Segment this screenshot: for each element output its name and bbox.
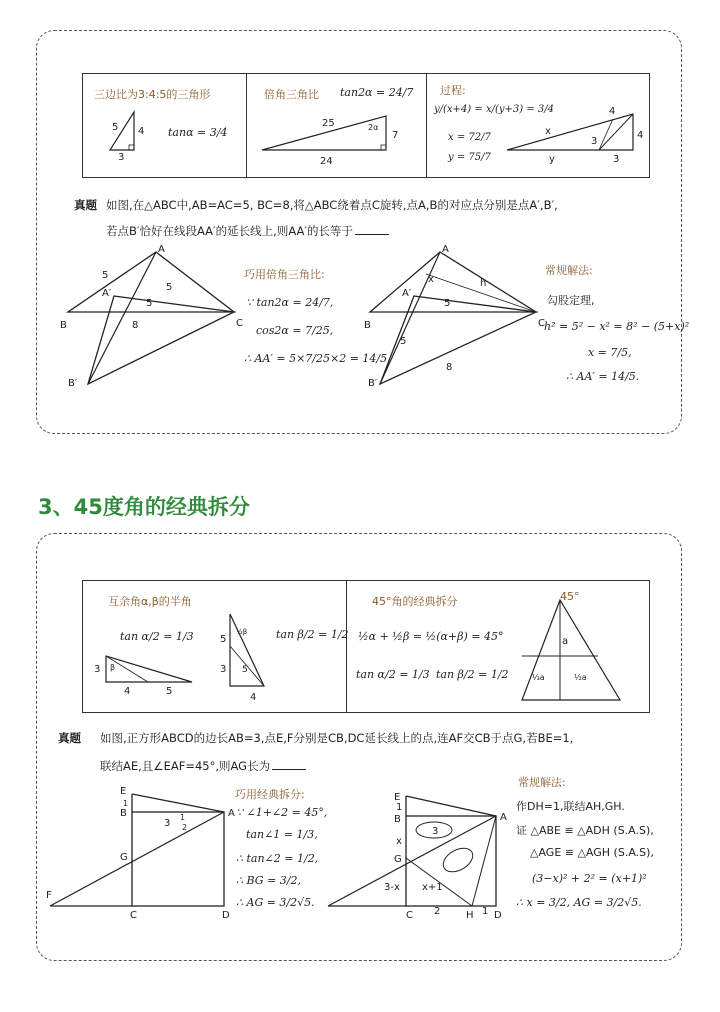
problem2-line2-text: 联结AE,且∠EAF=45°,则AG长为 bbox=[100, 759, 271, 773]
svg-text:C: C bbox=[236, 318, 243, 329]
svg-text:G: G bbox=[394, 854, 402, 865]
method4-step-4: (3−x)² + 2² = (x+1)² bbox=[532, 872, 647, 885]
square-figure-1 bbox=[44, 780, 234, 920]
svg-text:H: H bbox=[466, 910, 474, 921]
svg-text:B′: B′ bbox=[68, 378, 78, 389]
box1-col2-formula: tan2α = 24/7 bbox=[340, 86, 414, 99]
box2-col1-f2: tan β/2 = 1/2 bbox=[276, 628, 349, 641]
half-angle-triangle-beta bbox=[220, 606, 280, 706]
svg-text:2: 2 bbox=[182, 823, 188, 832]
svg-text:5: 5 bbox=[220, 634, 227, 645]
problem1-line2 bbox=[106, 223, 389, 239]
method4-step-2: 证 △ABE ≌ △ADH (S.A.S), bbox=[516, 824, 654, 837]
svg-text:x: x bbox=[428, 274, 434, 285]
svg-text:G: G bbox=[120, 852, 128, 863]
svg-text:½a: ½a bbox=[574, 673, 587, 682]
svg-text:D: D bbox=[494, 910, 502, 921]
method1-step-3: ∴ AA′ = 5×7/25×2 = 14/5. bbox=[244, 352, 391, 365]
svg-text:4: 4 bbox=[138, 126, 145, 137]
svg-text:1: 1 bbox=[123, 799, 129, 808]
svg-text:h: h bbox=[480, 278, 487, 289]
rotation-figure-1 bbox=[56, 244, 246, 394]
box1-col2-title: 倍角三角比 bbox=[264, 88, 319, 101]
box2-col2-f3: tan β/2 = 1/2 bbox=[436, 668, 509, 681]
svg-text:B: B bbox=[60, 320, 67, 331]
box1-col3-eq1: y/(x+4) = x/(y+3) = 3/4 bbox=[434, 104, 554, 115]
box1-col3-title: 过程: bbox=[440, 84, 466, 97]
box2-col1-f1: tan α/2 = 1/3 bbox=[120, 630, 194, 643]
svg-text:A′: A′ bbox=[402, 288, 412, 299]
method3-step-2: tan∠1 = 1/3, bbox=[246, 828, 318, 841]
svg-text:7: 7 bbox=[392, 130, 399, 141]
svg-text:5: 5 bbox=[444, 298, 451, 309]
svg-text:5: 5 bbox=[166, 686, 173, 697]
method3-step-5: ∴ AG = 3/2√5. bbox=[236, 896, 315, 909]
box1-col3-eq3: y = 75/7 bbox=[448, 152, 491, 163]
method2-step-3: x = 7/5, bbox=[588, 346, 632, 359]
svg-text:3: 3 bbox=[164, 818, 171, 829]
svg-text:24: 24 bbox=[320, 156, 333, 167]
svg-text:5: 5 bbox=[146, 298, 153, 309]
svg-text:A: A bbox=[228, 808, 235, 819]
svg-text:5: 5 bbox=[112, 122, 119, 133]
svg-text:x: x bbox=[545, 126, 551, 137]
svg-text:A: A bbox=[500, 812, 507, 823]
svg-text:x: x bbox=[396, 836, 402, 847]
method1-step-2: cos2α = 7/25, bbox=[256, 324, 334, 337]
double-angle-triangle-diagram bbox=[258, 110, 408, 165]
svg-text:3: 3 bbox=[591, 136, 598, 147]
box1-col1-title: 三边比为3:4:5的三角形 bbox=[94, 88, 211, 101]
svg-text:1: 1 bbox=[180, 813, 186, 822]
svg-text:B′: B′ bbox=[368, 378, 378, 389]
svg-text:A: A bbox=[158, 244, 165, 255]
svg-text:B: B bbox=[394, 814, 401, 825]
svg-text:8: 8 bbox=[132, 320, 139, 331]
svg-text:C: C bbox=[406, 910, 413, 921]
method1-title: 巧用倍角三角比: bbox=[244, 268, 325, 281]
method4-step-1: 作DH=1,联结AH,GH. bbox=[516, 800, 625, 813]
svg-text:β: β bbox=[110, 663, 116, 672]
problem1-tag: 真题 bbox=[74, 198, 97, 212]
svg-text:5: 5 bbox=[166, 282, 173, 293]
box2-col2-angle-label: 45° bbox=[560, 590, 580, 603]
svg-text:3: 3 bbox=[432, 826, 439, 837]
svg-text:B: B bbox=[364, 320, 371, 331]
svg-text:3: 3 bbox=[613, 154, 620, 165]
svg-text:3: 3 bbox=[94, 664, 101, 675]
method3-step-3: ∴ tan∠2 = 1/2, bbox=[236, 852, 319, 865]
square-figure-2 bbox=[322, 790, 512, 920]
svg-text:25: 25 bbox=[322, 118, 335, 129]
svg-text:1: 1 bbox=[482, 906, 489, 917]
svg-text:F: F bbox=[46, 890, 52, 901]
svg-text:4: 4 bbox=[124, 686, 131, 697]
svg-text:A: A bbox=[442, 244, 449, 255]
svg-text:2α: 2α bbox=[368, 123, 379, 132]
method2-step-4: ∴ AA′ = 14/5. bbox=[566, 370, 640, 383]
problem2-line1: 如图,正方形ABCD的边长AB=3,点E,F分别是CB,DC延长线上的点,连AF交CB于点G,若BE=1, bbox=[100, 731, 574, 745]
svg-text:x+1: x+1 bbox=[422, 882, 443, 893]
svg-text:y: y bbox=[549, 154, 555, 165]
method2-step-2: h² = 5² − x² = 8² − (5+x)² bbox=[544, 320, 690, 333]
svg-text:3-x: 3-x bbox=[384, 882, 400, 893]
method1-step-1: ∵ tan2α = 24/7, bbox=[246, 296, 334, 309]
method3-step-1: ∵ ∠1+∠2 = 45°, bbox=[236, 806, 328, 819]
triangle-345-diagram bbox=[100, 100, 160, 163]
svg-text:½β: ½β bbox=[236, 628, 248, 636]
box2-col2-f2: tan α/2 = 1/3 bbox=[356, 668, 430, 681]
problem1-line2-text: 若点B′恰好在线段AA′的延长线上,则AA′的长等于 bbox=[106, 224, 353, 238]
rotation-figure-2 bbox=[362, 244, 552, 394]
method4-title: 常规解法: bbox=[518, 776, 566, 789]
process-triangle-diagram bbox=[505, 108, 645, 166]
answer-blank-1 bbox=[355, 234, 389, 235]
half-angle-triangle-alpha bbox=[92, 648, 202, 698]
svg-text:A′: A′ bbox=[102, 288, 112, 299]
svg-text:5: 5 bbox=[400, 336, 407, 347]
svg-text:E: E bbox=[394, 792, 401, 803]
svg-text:3: 3 bbox=[118, 152, 125, 163]
method2-title: 常规解法: bbox=[545, 264, 593, 277]
answer-blank-2 bbox=[272, 769, 306, 770]
problem2-line2 bbox=[100, 758, 306, 774]
45-degree-split-diagram bbox=[514, 594, 630, 704]
method3-title: 巧用经典拆分: bbox=[235, 788, 305, 801]
svg-text:1: 1 bbox=[396, 802, 403, 813]
box1-col3-eq2: x = 72/7 bbox=[448, 132, 491, 143]
svg-text:B: B bbox=[120, 808, 127, 819]
box1-col1-formula: tanα = 3/4 bbox=[168, 126, 228, 139]
svg-text:5: 5 bbox=[242, 665, 248, 675]
box2-col1-title: 互余角α,β的半角 bbox=[108, 595, 192, 608]
svg-text:4: 4 bbox=[250, 692, 257, 703]
section-heading-45-degree: 3、45度角的经典拆分 bbox=[38, 495, 250, 519]
svg-text:C: C bbox=[130, 910, 137, 921]
method4-step-3: △AGE ≌ △AGH (S.A.S), bbox=[530, 846, 654, 859]
svg-text:5: 5 bbox=[102, 270, 109, 281]
box2-col2-title: 45°角的经典拆分 bbox=[372, 595, 458, 608]
svg-text:D: D bbox=[222, 910, 230, 921]
svg-text:a: a bbox=[562, 636, 569, 647]
svg-text:3: 3 bbox=[220, 664, 227, 675]
method3-step-4: ∴ BG = 3/2, bbox=[236, 874, 301, 887]
box1-divider-1 bbox=[246, 74, 247, 177]
box1-divider-2 bbox=[426, 74, 427, 177]
problem2-tag: 真题 bbox=[58, 731, 81, 745]
method4-step-5: ∴ x = 3/2, AG = 3/2√5. bbox=[516, 896, 642, 909]
box2-divider bbox=[346, 581, 347, 712]
svg-text:4: 4 bbox=[637, 130, 644, 141]
problem1-line1: 如图,在△ABC中,AB=AC=5, BC=8,将△ABC绕着点C旋转,点A,B的对应点分别是点A′,B′, bbox=[106, 198, 558, 212]
svg-text:C: C bbox=[538, 318, 545, 329]
svg-text:8: 8 bbox=[446, 362, 453, 373]
svg-text:2: 2 bbox=[434, 906, 441, 917]
method2-step-1: 勾股定理, bbox=[547, 294, 595, 307]
svg-text:4: 4 bbox=[609, 106, 616, 117]
svg-text:⅓a: ⅓a bbox=[532, 673, 545, 682]
svg-text:E: E bbox=[120, 786, 127, 797]
box2-col2-f1: ½α + ½β = ½(α+β) = 45° bbox=[358, 630, 504, 643]
